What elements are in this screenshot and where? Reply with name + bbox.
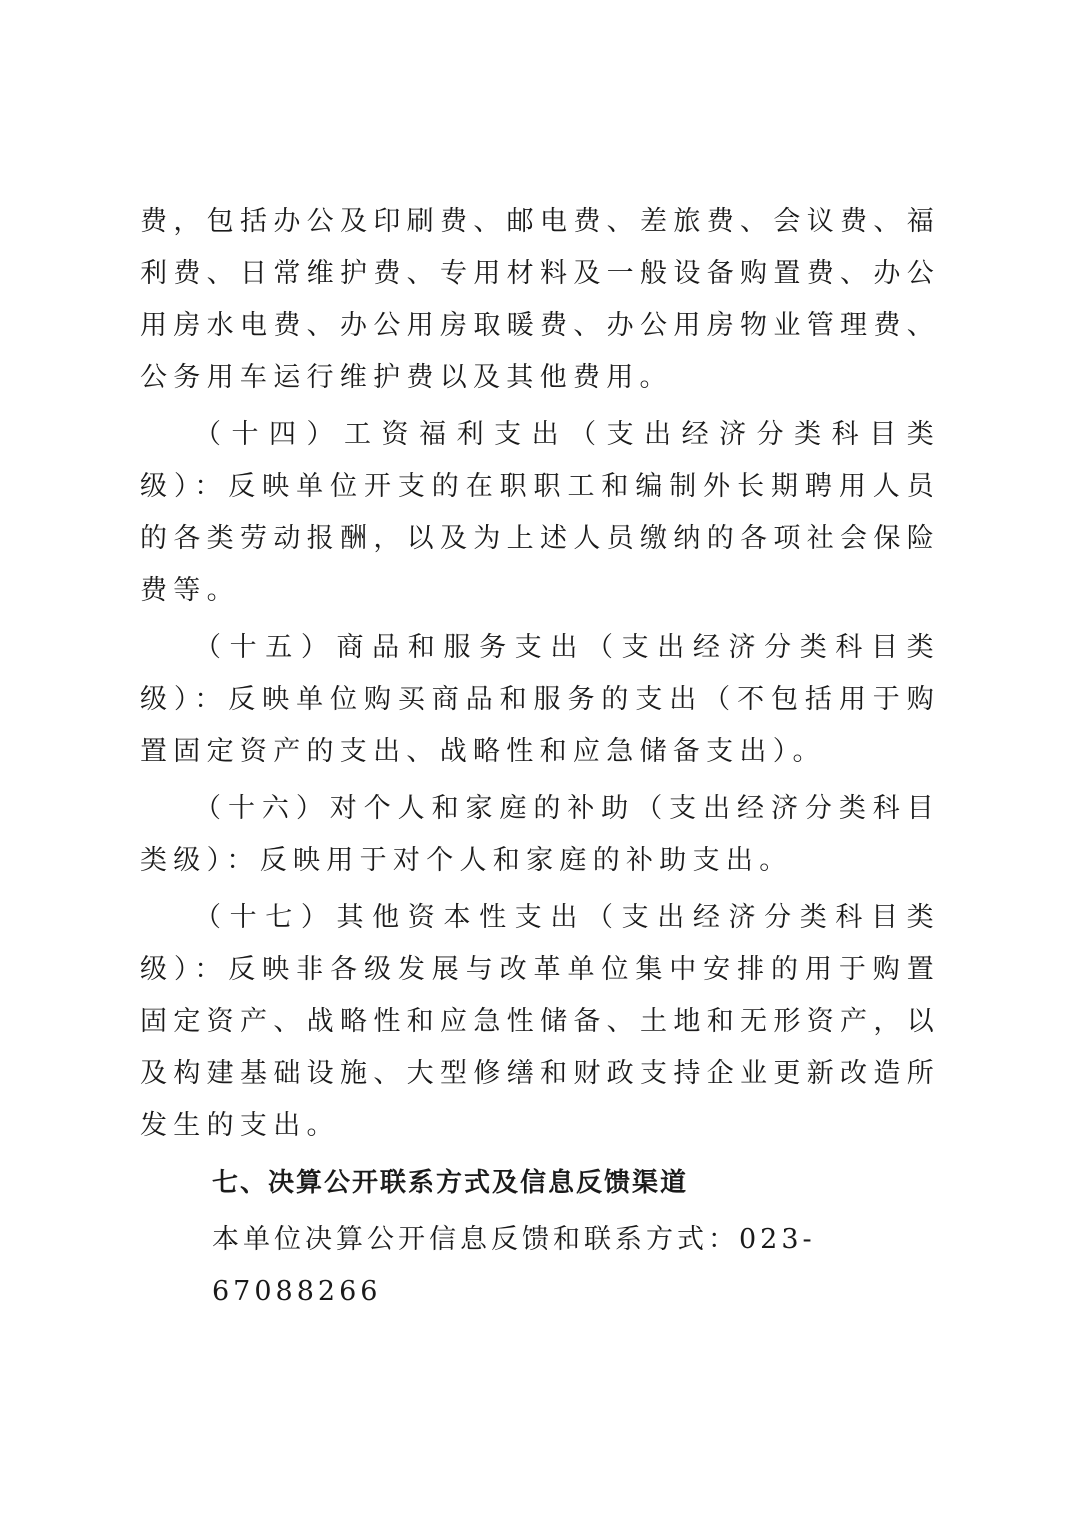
document-page: [140, 196, 940, 1318]
paragraph-continuation: 费，包括办公及印刷费、邮电费、差旅费、会议费、福利费、日常维护费、专用材料及一般设备购置费、办公用房水电费、办公用房取暖费、办公用房物业管理费、公务用车运行维护费以及其他费用。: [140, 206, 940, 393]
paragraph-item-14: （十四）工资福利支出（支出经济分类科目类级）：反映单位开支的在职职工和编制外长期聘用人员的各类劳动报酬，以及为上述人员缴纳的各项社会保险费等。: [140, 419, 940, 606]
paragraph-item-16: （十六）对个人和家庭的补助（支出经济分类科目类级）：反映用于对个人和家庭的补助支出。: [140, 793, 940, 876]
paragraph-item-17: （十七）其他资本性支出（支出经济分类科目类级）：反映非各级发展与改革单位集中安排的用于购置固定资产、战略性和应急性储备、土地和无形资产，以及构建基础设施、大型修缮和财政支持企业更新改造所发生的支出。: [140, 902, 940, 1141]
section-heading: 七、决算公开联系方式及信息反馈渠道: [212, 1168, 689, 1198]
contact-label: 本单位决算公开信息反馈和联系方式：: [212, 1224, 739, 1255]
paragraph-item-15: （十五）商品和服务支出（支出经济分类科目类级）：反映单位购买商品和服务的支出（不包括用于购置固定资产的支出、战略性和应急储备支出）。: [140, 632, 940, 767]
contact-phone: 023-67088266: [212, 1224, 816, 1307]
contact-line: [140, 1214, 940, 1318]
